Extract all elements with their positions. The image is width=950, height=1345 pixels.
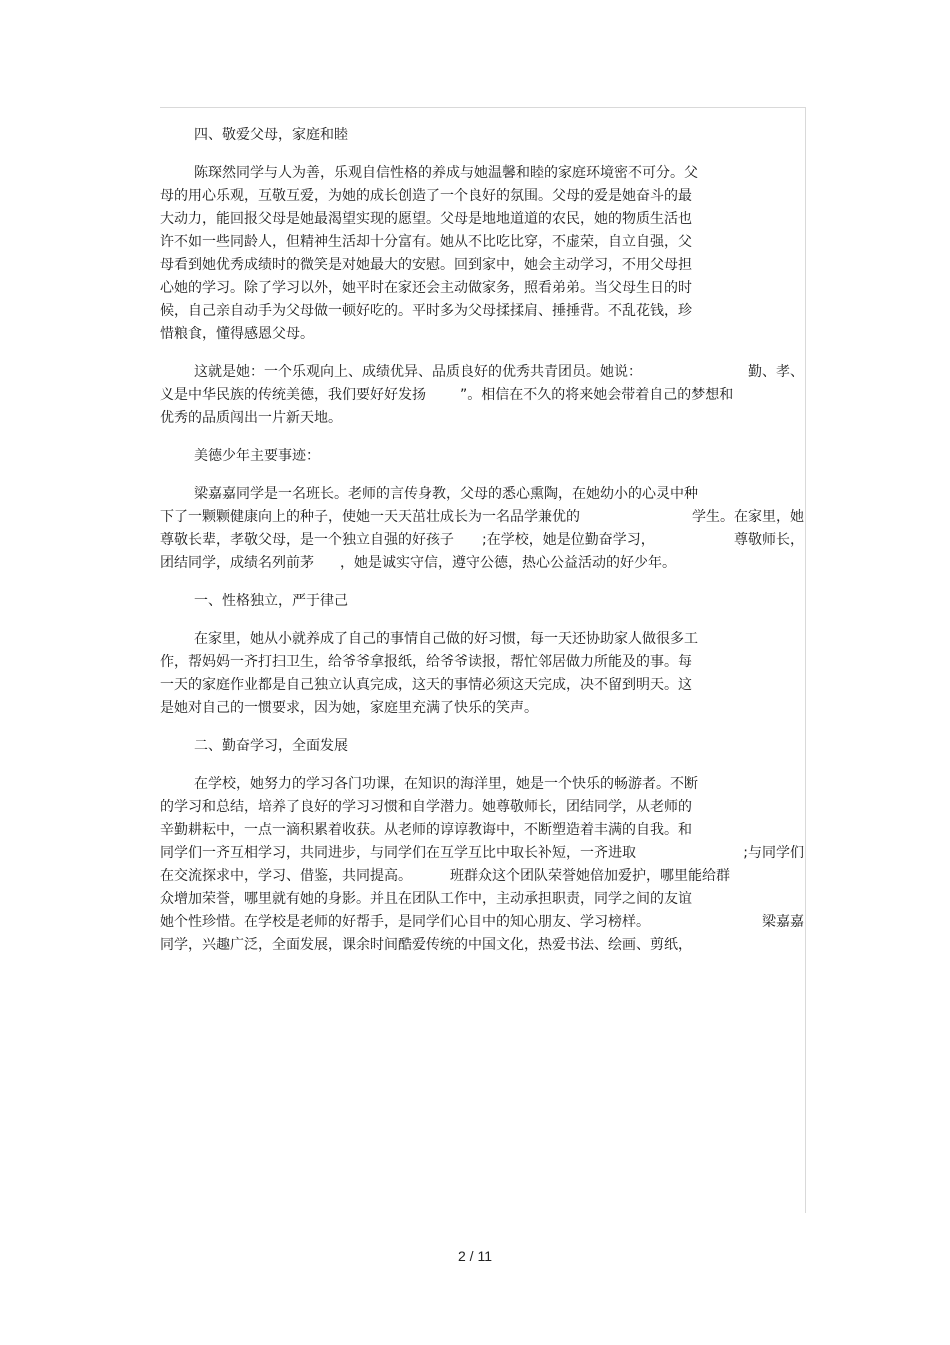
paragraph-line — [160, 865, 800, 888]
paragraph-line: 是她对自己的一惯要求，因为她，家庭里充满了快乐的笑声。 — [160, 700, 538, 716]
paragraph-line: 母看到她优秀成绩时的微笑是对她最大的安慰。回到家中，她会主动学习，不用父母担 — [160, 257, 692, 273]
text-segment: ;与同学们 — [743, 845, 804, 861]
text-segment: 勤、孝、 — [748, 364, 804, 380]
paragraph-line: 惜粮食，懂得感恩父母。 — [160, 326, 314, 342]
paragraph-line — [160, 361, 804, 384]
paragraph-line — [160, 552, 800, 575]
paragraph-line — [160, 384, 800, 407]
paragraph-line: 在家里，她从小就养成了自己的事情自己做的好习惯，每一天还协助家人做很多工 — [194, 631, 698, 647]
section-title-virtue-youth: 美德少年主要事迹： — [194, 448, 320, 464]
paragraph-line: 作，帮妈妈一齐打扫卫生，给爷爷拿报纸，给爷爷读报，帮忙邻居做力所能及的事。每 — [160, 654, 692, 670]
paragraph-line: 的学习和总结，培养了良好的学习习惯和自学潜力。她尊敬师长，团结同学，从老师的 — [160, 799, 692, 815]
page-number: 2 / 11 — [458, 1248, 492, 1264]
section-heading-1: 一、性格独立，严于律己 — [194, 593, 348, 609]
paragraph-line: 辛勤耕耘中，一点一滴积累着收获。从老师的谆谆教诲中，不断塑造着丰满的自我。和 — [160, 822, 692, 838]
paragraph-line — [160, 529, 804, 552]
section-heading-2: 二、勤奋学习，全面发展 — [194, 738, 348, 754]
paragraph-line: 许不如一些同龄人，但精神生活却十分富有。她从不比吃比穿，不虚荣，自立自强，父 — [160, 234, 692, 250]
paragraph-line — [160, 842, 804, 865]
paragraph-line: 众增加荣誉，哪里就有她的身影。并且在团队工作中，主动承担职责，同学之间的友谊 — [160, 891, 692, 907]
text-segment: 梁嘉嘉 — [762, 914, 804, 930]
text-segment: 她个性珍惜。在学校是老师的好帮手，是同学们心目中的知心朋友、学习榜样。 — [160, 914, 650, 930]
document-body — [160, 124, 804, 957]
paragraph-line: 陈琛然同学与人为善，乐观自信性格的养成与她温馨和睦的家庭环境密不可分。父 — [194, 165, 698, 181]
paragraph-line: 优秀的品质闯出一片新天地。 — [160, 410, 342, 426]
paragraph-line: 一天的家庭作业都是自己独立认真完成，这天的事情必须这天完成，决不留到明天。这 — [160, 677, 692, 693]
paragraph-line: 母的用心乐观，互敬互爱，为她的成长创造了一个良好的氛围。父母的爱是她奋斗的最 — [160, 188, 692, 204]
text-segment: ，她是诚实守信，遵守公德，热心公益活动的好少年。 — [340, 555, 676, 571]
text-segment: 学生。在家里，她 — [692, 509, 804, 525]
paragraph-line: 在学校，她努力的学习各门功课，在知识的海洋里，她是一个快乐的畅游者。不断 — [194, 776, 698, 792]
paragraph-line — [160, 506, 804, 529]
text-segment: ”。相信在不久的将来她会带着自己的梦想和 — [460, 387, 734, 403]
text-segment: 下了一颗颗健康向上的种子，使她一天天茁壮成长为一名品学兼优的 — [160, 509, 580, 525]
text-segment: 义是中华民族的传统美德，我们要好好发扬 — [160, 387, 426, 403]
text-segment: 在交流探求中，学习、借鉴，共同提高。 — [160, 868, 412, 884]
text-segment: ;在学校，她是位勤奋学习， — [482, 532, 655, 548]
paragraph-line: 梁嘉嘉同学是一名班长。老师的言传身教，父母的悉心熏陶，在她幼小的心灵中种 — [194, 486, 698, 502]
paragraph-line: 同学，兴趣广泛，全面发展，课余时间酷爱传统的中国文化，热爱书法、绘画、剪纸， — [160, 937, 692, 953]
text-segment: 班群众这个团队荣誉她倍加爱护，哪里能给群 — [450, 868, 730, 884]
paragraph-line — [160, 911, 804, 934]
section-heading-4: 四、敬爱父母，家庭和睦 — [194, 127, 348, 143]
text-segment: 尊敬长辈，孝敬父母，是一个独立自强的好孩子 — [160, 532, 454, 548]
paragraph-line: 大动力，能回报父母是她最渴望实现的愿望。父母是地地道道的农民，她的物质生活也 — [160, 211, 692, 227]
text-segment: 同学们一齐互相学习，共同进步，与同学们在互学互比中取长补短，一齐进取 — [160, 845, 636, 861]
text-segment: 尊敬师长， — [734, 532, 804, 548]
paragraph-line: 候，自己亲自动手为父母做一顿好吃的。平时多为父母揉揉肩、捶捶背。不乱花钱，珍 — [160, 303, 692, 319]
text-segment: 团结同学，成绩名列前茅 — [160, 555, 314, 571]
paragraph-line: 心她的学习。除了学习以外，她平时在家还会主动做家务，照看弟弟。当父母生日的时 — [160, 280, 692, 296]
text-segment: 这就是她：一个乐观向上、成绩优异、品质良好的优秀共青团员。她说： — [194, 364, 642, 380]
